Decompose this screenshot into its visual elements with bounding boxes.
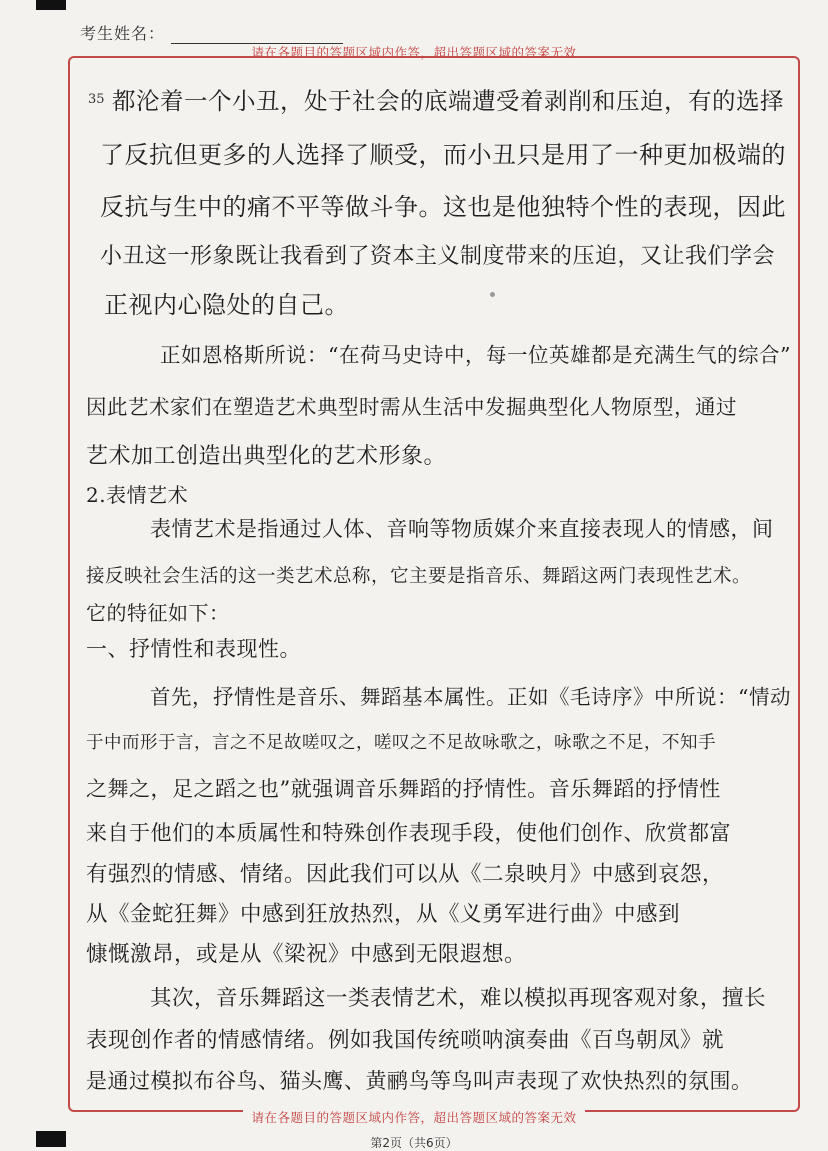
- ink-dot: [490, 292, 495, 297]
- answer-line-11: 它的特征如下：: [86, 601, 230, 625]
- answer-line-16: 有强烈的情感、情绪。因此我们可以从《二泉映月》中感到哀怨，: [86, 862, 725, 887]
- notice-bottom-text: 请在各题目的答题区域内作答，超出答题区域的答案无效: [243, 1110, 584, 1125]
- answer-line-7: 因此艺术家们在塑造艺术典型时需从生活中发掘典型化人物原型，通过: [86, 395, 737, 419]
- answer-line-19: 其次，音乐舞蹈这一类表情艺术，难以模拟再现客观对象，擅长: [150, 986, 767, 1011]
- answer-line-8: 艺术加工创造出典型化的艺术形象。: [86, 444, 447, 469]
- answer-line-1: 都沦着一个小丑，处于社会的底端遭受着剥削和压迫，有的选择: [112, 87, 784, 115]
- question-number: 35: [88, 92, 105, 107]
- candidate-name-row: [80, 14, 343, 44]
- answer-line-13: 于中而形于言，言之不足故嗟叹之，嗟叹之不足故咏歌之，咏歌之不足，不知手: [86, 733, 716, 753]
- answer-line-9: 表情艺术是指通过人体、音响等物质媒介来直接表现人的情感，间: [150, 517, 774, 541]
- answer-line-12: 首先，抒情性是音乐、舞蹈基本属性。正如《毛诗序》中所说：“情动: [150, 685, 791, 709]
- answer-line-4: 小丑这一形象既让我看到了资本主义制度带来的压迫，又让我们学会: [100, 244, 776, 269]
- registration-mark-top: [36, 0, 66, 10]
- answer-line-21: 是通过模拟布谷鸟、猫头鹰、黄鹂鸟等鸟叫声表现了欢快热烈的氛围。: [86, 1069, 753, 1093]
- answer-line-20: 表现创作者的情感情绪。例如我国传统唢呐演奏曲《百鸟朝凤》就: [86, 1028, 725, 1053]
- answer-line-5: 正视内心隐处的自己。: [104, 291, 349, 319]
- answer-line-14: 之舞之，足之蹈之也”就强调音乐舞蹈的抒情性。音乐舞蹈的抒情性: [86, 777, 721, 801]
- answer-line-18: 慷慨激昂，或是从《梁祝》中感到无限遐想。: [86, 942, 527, 967]
- answer-line-15: 来自于他们的本质属性和特殊创作表现手段，使他们创作、欣赏都富: [86, 821, 731, 845]
- answer-line-3: 反抗与生中的痛不平等做斗争。这也是他独特个性的表现，因此: [100, 193, 786, 221]
- answer-line-10: 接反映社会生活的这一类艺术总称，它主要是指音乐、舞蹈这两门表现性艺术。: [86, 566, 752, 587]
- answer-line-6: 正如恩格斯所说：“在荷马史诗中，每一位英雄都是充满生气的综合”: [160, 343, 791, 367]
- candidate-name-field: [171, 23, 343, 44]
- registration-mark-bottom: [36, 1131, 66, 1147]
- answer-line-2: 了反抗但更多的人选择了顺受，而小丑只是用了一种更加极端的: [100, 141, 786, 169]
- answer-heading-2: 2.表情艺术: [86, 483, 189, 507]
- notice-bottom: [0, 1108, 828, 1126]
- answer-line-17: 从《金蛇狂舞》中感到狂放热烈，从《义勇军进行曲》中感到: [86, 902, 681, 927]
- answer-heading-sub-1: 一、抒情性和表现性。: [86, 637, 301, 661]
- page-number: 第2页（共6页）: [370, 1136, 458, 1150]
- candidate-name-label: 考生姓名：: [80, 24, 166, 43]
- notice-top-text: 请在各题目的答题区域内作答，超出答题区域的答案无效: [243, 45, 584, 60]
